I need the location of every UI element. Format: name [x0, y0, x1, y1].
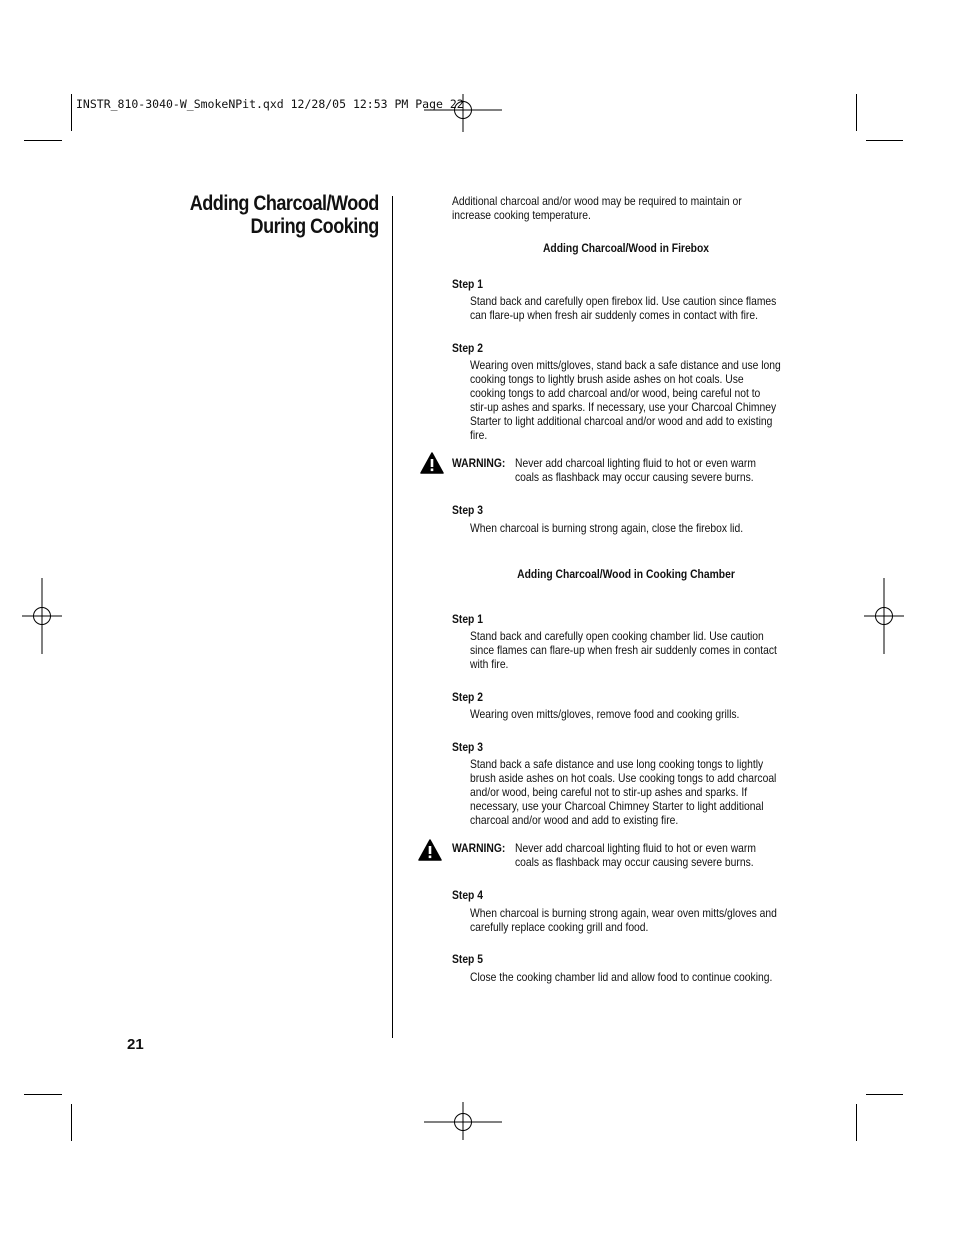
page-number: 21: [127, 1036, 144, 1053]
crop-mark: [866, 1094, 903, 1095]
registration-mark-icon: [22, 578, 62, 654]
step-label: Step 4: [452, 888, 483, 902]
crop-mark: [24, 1094, 62, 1095]
column-divider: [392, 196, 393, 1038]
step-text: When charcoal is burning strong again, wear oven mitts/gloves and carefully replace cooking grill and food.: [470, 906, 777, 934]
step-label: Step 2: [452, 690, 483, 704]
crop-mark: [866, 140, 903, 141]
warning-triangle-icon: [418, 839, 442, 861]
crop-mark: [24, 140, 62, 141]
warning-text: Never add charcoal lighting fluid to hot or even warm coals as flashback may occur causing severe burns.: [515, 841, 756, 869]
step-text: Stand back and carefully open cooking chamber lid. Use caution since flames can flare-up when fresh air suddenly comes in contact with fire.: [470, 629, 777, 671]
file-slug: INSTR_810-3040-W_SmokeNPit.qxd 12/28/05 12:53 PM Page 22: [76, 97, 464, 111]
crop-mark: [856, 1104, 857, 1141]
step-text: Close the cooking chamber lid and allow food to continue cooking.: [470, 970, 773, 984]
registration-mark-icon: [424, 1102, 502, 1140]
intro-paragraph: Additional charcoal and/or wood may be required to maintain or increase cooking temperature.: [452, 194, 742, 222]
step-label: Step 2: [452, 341, 483, 355]
crop-mark: [71, 94, 72, 131]
registration-mark-icon: [424, 94, 502, 132]
warning-label: WARNING:: [452, 841, 506, 855]
page-title: [190, 192, 379, 238]
step-label: Step 1: [452, 612, 483, 626]
section-heading-firebox: Adding Charcoal/Wood in Firebox: [542, 241, 710, 255]
step-label: Step 3: [452, 503, 483, 517]
crop-mark: [856, 94, 857, 131]
title-line: During Cooking: [250, 215, 379, 238]
step-label: Step 5: [452, 952, 483, 966]
step-text: Stand back a safe distance and use long cooking tongs to lightly brush aside ashes on hot coals. Use cooking tongs to add charcoal and/or wood, being careful not to stir-up ashes and sparks. If necessary, use your Charcoal Chimney Starter to light additional charcoal and/or wood and add to existing fire.: [470, 757, 777, 827]
crop-mark: [71, 1104, 72, 1141]
registration-mark-icon: [864, 578, 904, 654]
title-line: Adding Charcoal/Wood: [189, 192, 379, 215]
warning-label: WARNING:: [452, 456, 506, 470]
step-label: Step 3: [452, 740, 483, 754]
warning-text: Never add charcoal lighting fluid to hot or even warm coals as flashback may occur causing severe burns.: [515, 456, 756, 484]
warning-triangle-icon: [420, 452, 444, 474]
step-text: Wearing oven mitts/gloves, stand back a safe distance and use long cooking tongs to lightly brush aside ashes on hot coals. Use cooking tongs to add charcoal and/or wood, being careful not to stir-up ashes and sparks. If necessary, use your Charcoal Chimney Starter to light additional charcoal and/or wood and add to existing fire.: [470, 358, 781, 442]
step-text: When charcoal is burning strong again, close the firebox lid.: [470, 521, 744, 535]
section-heading-cooking-chamber: Adding Charcoal/Wood in Cooking Chamber: [517, 567, 735, 581]
step-text: Wearing oven mitts/gloves, remove food and cooking grills.: [470, 707, 740, 721]
step-label: Step 1: [452, 277, 483, 291]
step-text: Stand back and carefully open firebox lid. Use caution since flames can flare-up when fresh air suddenly comes in contact with fire.: [470, 294, 777, 322]
